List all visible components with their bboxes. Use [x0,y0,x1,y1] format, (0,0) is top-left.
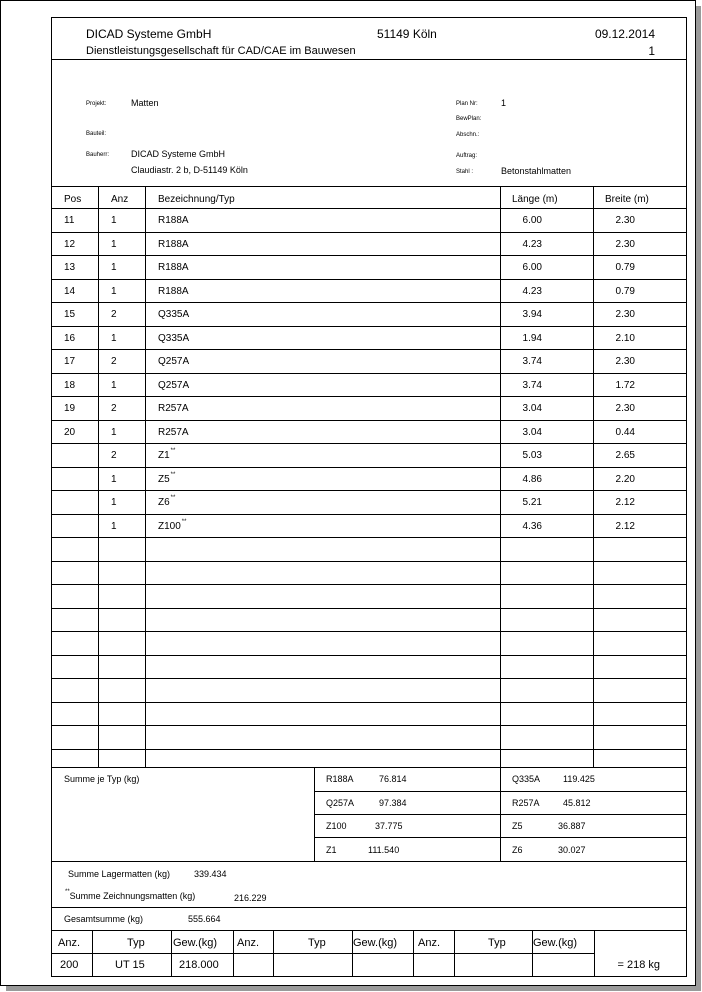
cell-laenge: 1.94 [522,333,542,344]
cell-bezeichnung [158,427,189,438]
plan-value: 1 [501,98,507,108]
summary-row-line [314,837,686,838]
cell-bezeichnung [158,474,175,485]
cell-bezeichnung [158,356,189,367]
footer-header-typ: Typ [308,937,326,949]
gesamt-value: 555.664 [188,914,221,924]
footer-typ-value: UT 15 [115,959,145,971]
table-bottom-line [52,767,686,768]
abschn-label: Abschn.: [456,132,480,138]
footer-col-line [233,930,234,976]
cell-anz: 1 [111,333,117,344]
summary-type-value: 76.814 [379,774,407,784]
zeich-total [64,891,195,901]
cell-bezeichnung [158,309,189,320]
cell-bezeichnung-text: R257A [158,403,189,414]
col-header-laenge: Länge (m) [512,194,558,205]
cell-anz: 1 [111,474,117,485]
table-row-line [52,326,686,327]
summary-row-line [314,814,686,815]
cell-bezeichnung [158,239,189,250]
cell-breite: 2.30 [615,356,635,367]
table-row-line [52,467,686,468]
cell-pos: 14 [64,286,76,297]
cell-anz: 1 [111,262,117,273]
table-row [52,450,686,464]
footer-header-gew: Gew.(kg) [533,937,578,949]
projekt-label: Projekt: [86,101,107,107]
table-row-line [52,631,686,632]
footer-col-line [92,930,93,976]
summary-type-name: Q257A [326,798,355,808]
stahl-label: Stahl : [456,169,474,175]
table-row [52,521,686,535]
cell-breite: 2.30 [615,239,635,250]
cell-breite: 2.20 [615,474,635,485]
summary-type-name: R257A [512,798,540,808]
cell-pos: 16 [64,333,76,344]
cell-bezeichnung-text: Q257A [158,356,190,367]
summary-label: Summe je Typ (kg) [64,774,140,784]
cell-laenge: 3.94 [522,309,542,320]
table-row [52,215,686,229]
cell-anz: 1 [111,497,117,508]
cell-laenge: 4.23 [522,239,542,250]
cell-breite: 2.65 [615,450,635,461]
table-row [52,380,686,394]
cell-breite: 2.12 [615,497,635,508]
bauherr-line1: DICAD Systeme GmbH [131,149,226,159]
cell-bezeichnung-text: Q335A [158,333,190,344]
cell-bezeichnung [158,380,189,391]
zeich-value: 216.229 [234,893,267,903]
cell-laenge: 3.04 [522,403,542,414]
cell-laenge: 4.86 [522,474,542,485]
cell-pos: 20 [64,427,76,438]
col-header-pos: Pos [64,194,82,205]
header-divider [52,59,686,60]
stahl-value: Betonstahlmatten [501,166,572,176]
cell-breite: 2.10 [615,333,635,344]
cell-breite: 0.79 [615,286,635,297]
table-row [52,262,686,276]
cell-bezeichnung-text: Z5 [158,474,170,485]
cell-bezeichnung [158,521,186,532]
table-row-line [52,702,686,703]
cell-bezeichnung-text: R188A [158,262,189,273]
bauteil-label: Bauteil: [86,131,107,137]
cell-anz: 1 [111,239,117,250]
table-row-line [52,373,686,374]
company-name: DICAD Systeme GmbH [86,27,212,41]
cell-anz: 1 [111,427,117,438]
cell-laenge: 3.74 [522,380,542,391]
cell-bezeichnung-text: R188A [158,286,189,297]
footer-header-gew: Gew.(kg) [353,937,398,949]
col-header-bezeichnung: Bezeichnung/Typ [158,194,235,205]
table-row-line [52,608,686,609]
summary-type-value: 45.812 [563,798,591,808]
plan-label: Plan Nr: [456,101,478,107]
cell-breite: 0.79 [615,262,635,273]
footer-result: = 218 kg [617,959,660,971]
cell-laenge: 6.00 [522,262,542,273]
gesamt-label: Gesamtsumme (kg) [64,914,144,924]
cell-breite: 2.30 [615,215,635,226]
cell-anz: 2 [111,403,117,414]
cell-bezeichnung-text: Q335A [158,309,190,320]
table-row-line [52,749,686,750]
table-row [52,356,686,370]
page-number: 1 [648,44,655,58]
summary-type-name: Q335A [512,774,541,784]
bauherr-line2: Claudiastr. 2 b, D-51149 Köln [131,165,248,175]
table-row-line [52,678,686,679]
footer-header-typ: Typ [488,937,506,949]
cell-bezeichnung-text: R188A [158,215,189,226]
table-row-line [52,490,686,491]
cell-anz: 1 [111,521,117,532]
footer-anz-value: 200 [60,959,79,971]
projekt-value: Matten [131,98,159,108]
cell-laenge: 3.04 [522,427,542,438]
zeich-label: Summe Zeichnungsmatten (kg) [69,891,196,901]
company-city: 51149 Köln [377,27,437,41]
footer-col-line [273,930,274,976]
cell-pos: 11 [64,215,75,226]
cell-mark: ** [181,519,187,525]
cell-anz: 1 [111,215,117,226]
lager-value: 339.434 [194,869,227,879]
cell-laenge: 6.00 [522,215,542,226]
table-row-line [52,349,686,350]
col-header-breite: Breite (m) [605,194,649,205]
page-shadow-bottom [6,986,701,991]
cell-bezeichnung-text: Z100 [158,521,181,532]
footer-col-line [454,930,455,976]
cell-bezeichnung-text: Z1 [158,450,170,461]
footer-col-line [171,930,172,976]
cell-breite: 1.72 [615,380,635,391]
summary-row-line [314,791,686,792]
cell-pos: 19 [64,403,76,414]
summary-type-name: Z1 [326,845,337,855]
page-shadow-right [696,6,701,991]
totals-divider [52,907,686,908]
summary-bottom-line [52,861,686,862]
cell-anz: 2 [111,356,117,367]
cell-pos: 15 [64,309,76,320]
document-frame [51,17,687,977]
table-row-line [52,561,686,562]
footer-col-line [413,930,414,976]
footer-header-anz: Anz. [58,937,81,949]
cell-bezeichnung [158,262,189,273]
cell-anz: 1 [111,380,117,391]
table-row-line [52,279,686,280]
cell-bezeichnung [158,333,189,344]
cell-anz: 2 [111,450,117,461]
lager-label: Summe Lagermatten (kg) [68,869,171,879]
summary-type-value: 119.425 [563,774,595,784]
summary-type-value: 37.775 [375,821,403,831]
table-row-line [52,514,686,515]
footer-header-anz: Anz. [237,937,260,949]
company-subtitle: Dienstleistungsgesellschaft für CAD/CAE im Bauwesen [86,45,356,57]
cell-pos: 12 [64,239,76,250]
print-date: 09.12.2014 [594,27,655,41]
summary-type-value: 111.540 [368,845,400,855]
table-row [52,333,686,347]
cell-bezeichnung [158,497,175,508]
cell-mark: ** [170,472,176,478]
cell-laenge: 4.23 [522,286,542,297]
table-row [52,239,686,253]
cell-bezeichnung-text: R257A [158,427,189,438]
bewplan-label: BewPlan: [456,116,482,122]
summary-type-name: Z5 [512,821,523,831]
cell-breite: 0.44 [615,427,635,438]
info-divider [52,186,686,187]
cell-bezeichnung [158,286,189,297]
cell-bezeichnung [158,450,175,461]
cell-laenge: 3.74 [522,356,542,367]
cell-bezeichnung-text: R188A [158,239,189,250]
table-row-line [52,655,686,656]
cell-laenge: 4.36 [522,521,542,532]
footer-mid-line [52,953,594,954]
cell-bezeichnung [158,403,189,414]
footer-header-gew: Gew.(kg) [173,937,218,949]
table-row-line [52,420,686,421]
cell-anz: 2 [111,309,117,320]
table-row-line [52,443,686,444]
cell-mark: ** [170,448,176,454]
table-header-divider [52,208,686,209]
cell-laenge: 5.03 [522,450,542,461]
summary-type-value: 36.887 [558,821,586,831]
summary-type-value: 30.027 [558,845,586,855]
table-row-line [52,537,686,538]
table-row-line [52,255,686,256]
summary-type-name: Z6 [512,845,523,855]
footer-top-line [52,930,686,931]
cell-pos: 17 [64,356,76,367]
table-row [52,474,686,488]
col-header-anz: Anz [111,194,129,205]
table-row-line [52,725,686,726]
cell-breite: 2.30 [615,309,635,320]
bauherr-label: Bauherr: [86,152,110,158]
footer-gew-value: 218.000 [179,959,219,971]
table-row [52,497,686,511]
cell-breite: 2.12 [615,521,635,532]
cell-breite: 2.30 [615,403,635,414]
zeich-mark: ** [65,889,70,895]
footer-header-anz: Anz. [418,937,441,949]
summary-type-name: Z100 [326,821,347,831]
table-row-line [52,232,686,233]
table-row [52,403,686,417]
table-row [52,309,686,323]
summary-type-name: R188A [326,774,354,784]
cell-bezeichnung [158,215,189,226]
table-row-line [52,302,686,303]
cell-bezeichnung-text: Q257A [158,380,190,391]
table-row [52,286,686,300]
cell-bezeichnung-text: Z6 [158,497,170,508]
footer-header-typ: Typ [127,937,145,949]
cell-mark: ** [170,495,176,501]
table-row-line [52,396,686,397]
summary-type-value: 97.384 [379,798,407,808]
auftrag-label: Auftrag: [456,153,478,159]
table-row-line [52,584,686,585]
table-row [52,427,686,441]
cell-anz: 1 [111,286,117,297]
cell-laenge: 5.21 [522,497,542,508]
cell-pos: 18 [64,380,76,391]
cell-pos: 13 [64,262,76,273]
